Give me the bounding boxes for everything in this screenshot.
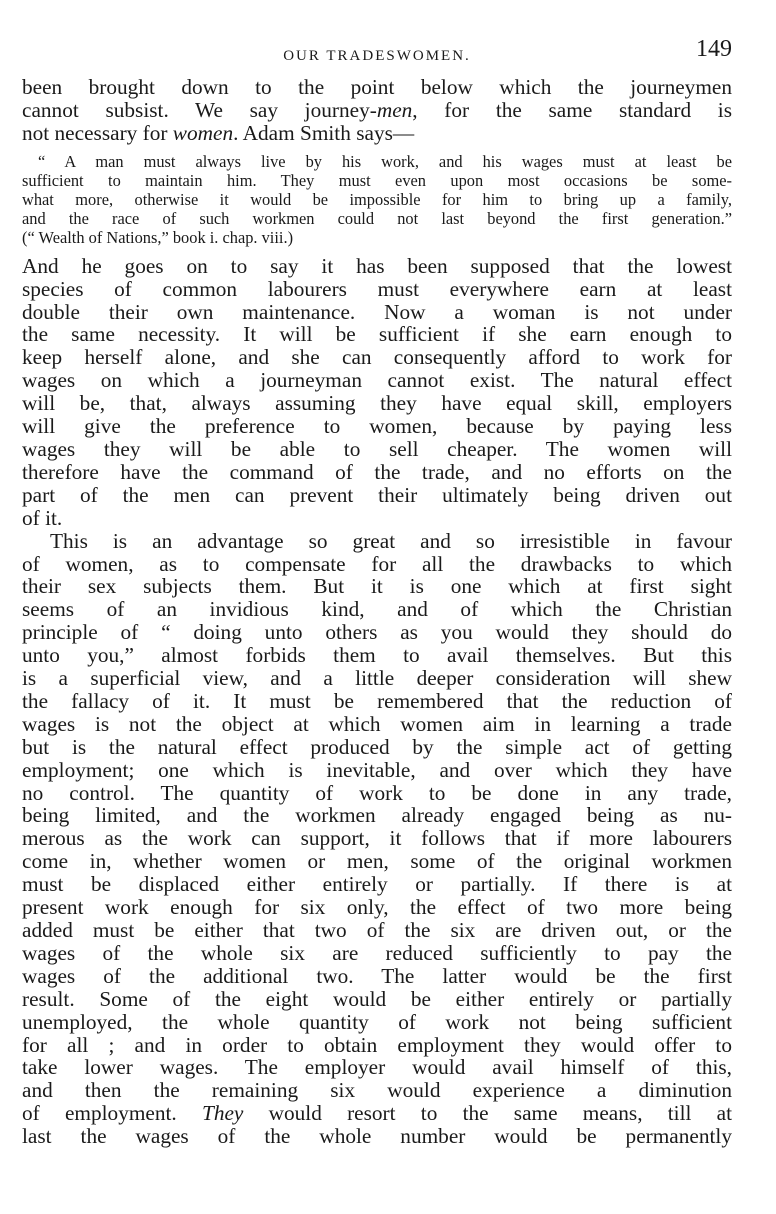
quote-line: what more, otherwise it would be impossible for him to bring up a family,	[22, 189, 732, 209]
text-line: the fallacy of it. It must be remembered that the reduction of	[22, 688, 732, 713]
text-line	[22, 122, 732, 145]
text-line: double their own maintenance. Now a woman is not under	[22, 299, 732, 324]
italic-text: women	[172, 120, 234, 145]
text-span: . Adam Smith says—	[233, 120, 415, 145]
text-line: keep herself alone, and she can consequently afford to work for	[22, 345, 732, 370]
text-line: and then the remaining six would experience a diminution	[22, 1078, 732, 1103]
block-quote	[22, 152, 732, 247]
quote-line: and the race of such workmen could not last beyond the first generation.”	[22, 208, 732, 228]
text-line: their sex subjects them. But it is one which at first sight	[22, 574, 732, 599]
text-line: present work enough for six only, the effect of two more being	[22, 895, 732, 920]
text-line: seems of an invidious kind, and of which the Christian	[22, 597, 732, 622]
text-line: added must be either that two of the six are driven out, or the	[22, 918, 732, 942]
text-line: last the wages of the whole number would be permanently	[22, 1124, 732, 1149]
text-line: of women, as to compensate for all the drawbacks to which	[22, 551, 732, 576]
text-line: merous as the work can support, it follows that if more labourers	[22, 826, 732, 851]
book-page	[22, 36, 732, 1148]
text-line: being limited, and the workmen already engaged being as nu-	[22, 803, 732, 828]
text-line: wages is not the object at which women aim in learning a trade	[22, 711, 732, 736]
text-line: will be, that, always assuming they have equal skill, employers	[22, 391, 732, 416]
paragraph-3	[22, 530, 732, 1148]
text-span: , for the same standard is	[412, 97, 732, 122]
italic-text: They	[201, 1101, 244, 1126]
italic-text: men	[376, 97, 413, 122]
text-line: unto you,” almost forbids them to avail themselves. But this	[22, 643, 732, 668]
text-line: unemployed, the whole quantity of work not being sufficient	[22, 1009, 732, 1034]
text-line: therefore have the command of the trade, and no efforts on the	[22, 459, 732, 484]
text-line: take lower wages. The employer would avail himself of this,	[22, 1055, 732, 1080]
text-line: must be displaced either entirely or partially. If there is at	[22, 872, 732, 897]
text-line: the same necessity. It will be sufficient if she earn enough to	[22, 322, 732, 347]
text-line: And he goes on to say it has been supposed that the lowest	[22, 253, 732, 278]
text-line: but is the natural effect produced by the simple act of getting	[22, 734, 732, 759]
text-span: would resort to the same means, till at	[243, 1101, 733, 1126]
text-line: wages they will be able to sell cheaper. The women will	[22, 436, 732, 461]
text-line: come in, whether women or men, some of the original workmen	[22, 849, 732, 874]
text-line: result. Some of the eight would be either entirely or partially	[22, 986, 732, 1011]
quote-line: “ A man must always live by his work, and his wages must at least be	[38, 151, 732, 171]
paragraph-1	[22, 76, 732, 145]
paragraph-2	[22, 255, 732, 530]
text-line: wages of the whole six are reduced sufficiently to pay the	[22, 940, 732, 965]
text-line: This is an advantage so great and so irresistible in favour	[50, 528, 732, 553]
text-span: not necessary for	[22, 120, 173, 145]
page-number: 149	[696, 36, 732, 62]
text-line: wages of the additional two. The latter would be the first	[22, 963, 732, 988]
text-line: employment; one which is inevitable, and over which they have	[22, 757, 732, 782]
text-line: will give the preference to women, because by paying less	[22, 414, 732, 439]
text-line: wages on which a journeyman cannot exist. The natural effect	[22, 368, 732, 393]
page-header	[22, 36, 732, 76]
text-span: of employment.	[22, 1101, 202, 1126]
running-title: OUR TRADESWOMEN.	[283, 48, 471, 64]
text-line: no control. The quantity of work to be done in any trade,	[22, 780, 732, 805]
text-line: species of common labourers must everywhere earn at least	[22, 276, 732, 301]
text-line: of it.	[22, 505, 63, 530]
text-line	[22, 1102, 732, 1125]
quote-line: sufficient to maintain him. They must even upon most occasions be some-	[22, 170, 732, 190]
text-line: is a superficial view, and a little deeper consideration will shew	[22, 666, 732, 691]
text-line: for all ; and in order to obtain employment they would offer to	[22, 1032, 732, 1057]
text-span: cannot subsist. We say journey-	[22, 97, 377, 122]
quote-citation: (“ Wealth of Nations,” book i. chap. viii.)	[22, 227, 294, 247]
text-line	[22, 99, 732, 122]
text-line: principle of “ doing unto others as you would they should do	[22, 620, 732, 645]
text-line: been brought down to the point below which the journeymen	[22, 75, 732, 99]
text-line: part of the men can prevent their ultimately being driven out	[22, 482, 732, 507]
